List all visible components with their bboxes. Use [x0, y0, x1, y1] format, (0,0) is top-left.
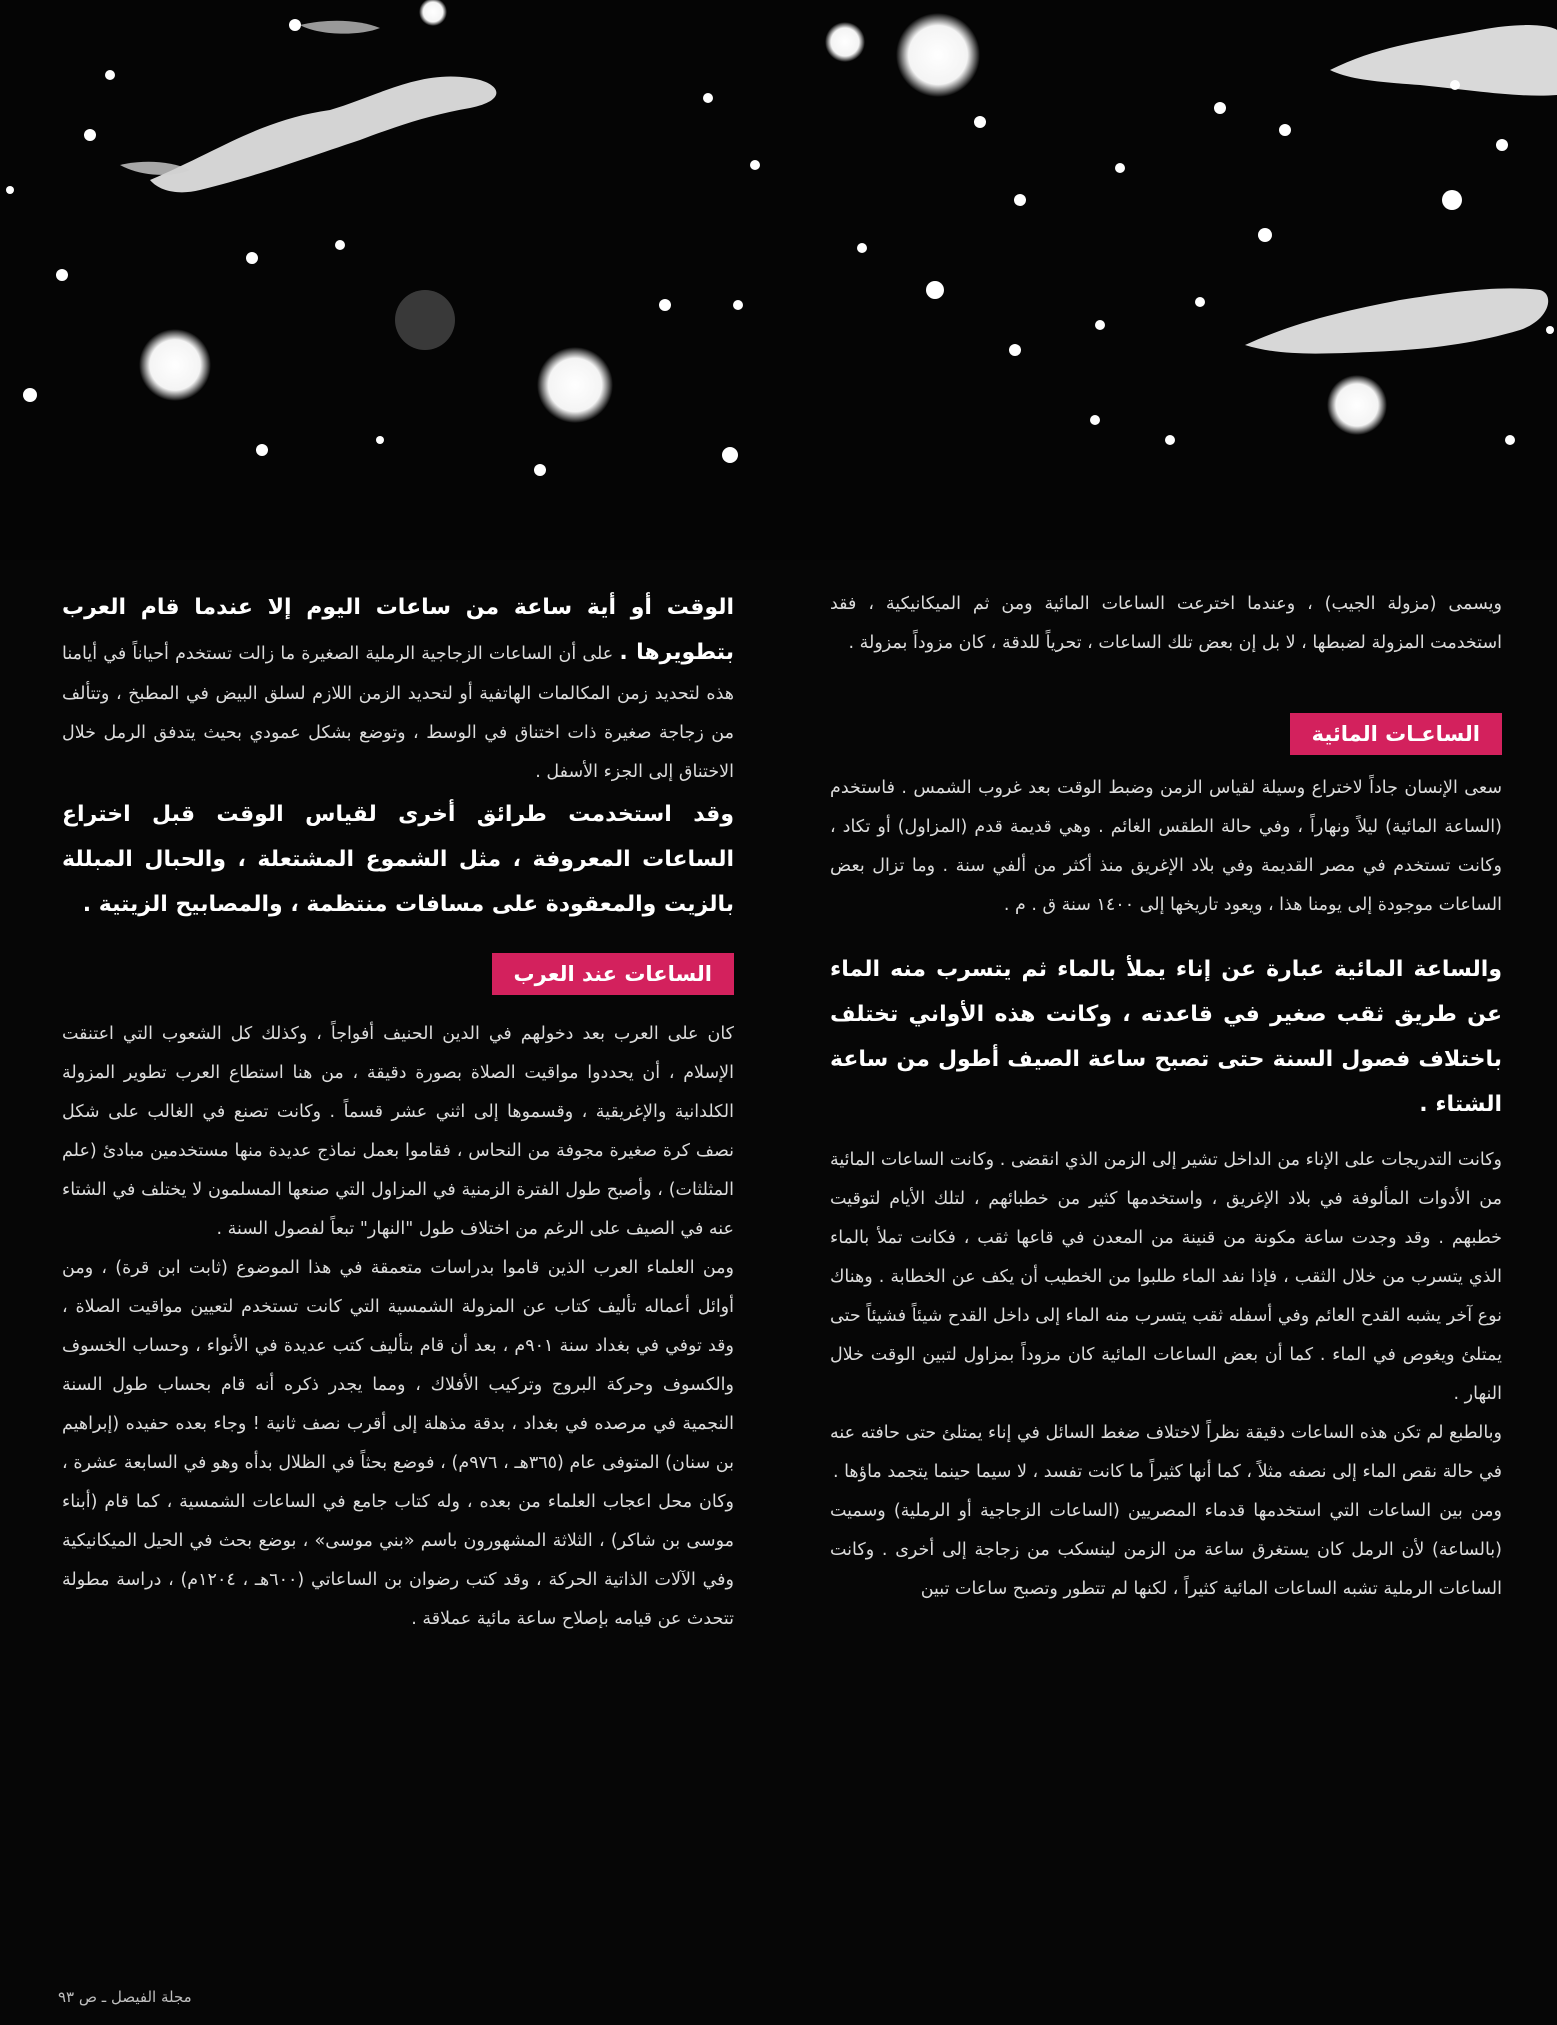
section-heading-arab-clocks: الساعات عند العرب — [492, 953, 734, 995]
right-text-column — [830, 585, 1502, 1609]
paragraph: وبالطبع لم تكن هذه الساعات دقيقة نظراً لاختلاف ضغط السائل في إناء يمتلئ حتى حافته عنه في حالة نقص الماء إلى نصفه مثلاً ، كما أنها كثيراً ما كانت تفسد ، لا سيما حينما يتجمد ماؤها . — [830, 1423, 1502, 1482]
paragraph: ويسمى (مزولة الجيب) ، وعندما اخترعت الساعات المائية ومن ثم الميكانيكية ، فقد استخدمت المزولة لضبطها ، لا بل إن بعض تلك الساعات ، تحرياً للدقة ، كان مزوداً بمزولة . — [830, 594, 1502, 653]
bold-paragraph: والساعة المائية عبارة عن إناء يملأ بالماء ثم يتسرب منه الماء عن طريق ثقب صغير في قاعدته ، وكانت هذه الأواني تختلف باختلاف فصول السنة حتى تصبح ساعة الصيف أطول من ساعة الشتاء . — [830, 957, 1502, 1117]
paragraph: كان على العرب بعد دخولهم في الدين الحنيف أفواجاً ، وكذلك كل الشعوب التي اعتنقت الإسلام ، أن يحددوا مواقيت الصلاة بصورة دقيقة ، من هنا استطاع العرب تطوير المزولة الكلدانية والإغريقية ، وقسموها إلى اثني عشر قسماً . وكانت تصنع في الغالب على شكل نصف كرة صغيرة مجوفة من النحاس ، فقاموا بعمل نماذج عديدة منها مستخدمين مبادئ (علم المثلثات) ، وأصبح طول الفترة الزمنية في المزاول التي صنعها المسلمون لا يختلف في الشتاء عنه في الصيف على الرغم من اختلاف طول "النهار" تبعاً لفصول السنة . — [62, 1024, 734, 1239]
paragraph-text: على أن الساعات الزجاجية الرملية الصغيرة ما زالت تستخدم أحياناً في أيامنا هذه لتحديد زمن المكالمات الهاتفية أو لتحديد الزمن اللازم لسلق البيض في المطبخ ، وتتألف من زجاجة صغيرة ذات اختناق في الوسط ، وتوضع بشكل عمودي بحيث يتدفق الرمل خلال الاختناق إلى الجزء الأسفل . — [62, 644, 734, 782]
paragraph: ومن العلماء العرب الذين قاموا بدراسات متعمقة في هذا الموضوع (ثابت ابن قرة) ، ومن أوائل أعماله تأليف كتاب عن المزولة الشمسية التي كانت تستخدم لتعيين مواقيت الصلاة ، وقد توفي في بغداد سنة ٩٠١م ، بعد أن قام بتأليف كتب عديدة في الأنواء ، وحساب الخسوف والكسوف وحركة البروج وتركيب الأفلاك ، ومما يجدر ذكره أنه قام بحساب طول السنة النجمية في مرصده في بغداد ، بدقة مذهلة إلى أقرب نصف ثانية ! وجاء بعده حفيده (إبراهيم بن سنان) المتوفى عام (٣٦٥هـ ، ٩٧٦م) ، فوضع بحثاً في الظلال بدأه وهو في السابعة عشرة ، وكان محل اعجاب العلماء من بعده ، وله كتاب جامع في الساعات الشمسية ، كما قام (أبناء موسى بن شاكر) ، الثلاثة المشهورون باسم «بني موسى» ، بوضع بحث في الحيل الميكانيكية وفي الآلات الذاتية الحركة ، وقد كتب رضوان بن الساعاتي (٦٠٠هـ ، ١٢٠٤م) ، دراسة مطولة تتحدث عن قيامه بإصلاح ساعة مائية عملاقة . — [62, 1258, 734, 1629]
paragraph: سعى الإنسان جاداً لاختراع وسيلة لقياس الزمن وضبط الوقت بعد غروب الشمس . فاستخدم (الساعة المائية) ليلاً ونهاراً ، وفي حالة الطقس الغائم . وهي قديمة قدم (المزاول) أو تكاد ، وكانت تستخدم في مصر القديمة وفي بلاد الإغريق منذ أكثر من ألفي سنة . وما تزال بعض الساعات موجودة إلى يومنا هذا ، ويعود تاريخها إلى ١٤٠٠ سنة ق . م . — [830, 778, 1502, 915]
left-text-column — [62, 585, 734, 1639]
page-footer: مجلة الفيصل ـ ص ٩٣ — [58, 1988, 192, 2006]
paragraph: ومن بين الساعات التي استخدمها قدماء المصريين (الساعات الزجاجية أو الرملية) وسميت (بالساعة) لأن الرمل كان يستغرق ساعة من الزمن لينسكب من زجاجة إلى أخرى . وكانت الساعات الرملية تشبه الساعات المائية كثيراً ، لكنها لم تتطور وتصبح ساعات تبين — [830, 1501, 1502, 1599]
section-heading-water-clocks: الساعـات المائية — [1290, 713, 1502, 755]
paragraph: وكانت التدريجات على الإناء من الداخل تشير إلى الزمن الذي انقضى . وكانت الساعات المائية من الأدوات المألوفة في بلاد الإغريق ، واستخدمها كثير من خطبائهم ، لتلك الأيام لتوقيت خطبهم . وقد وجدت ساعة مكونة من قنينة من المعدن في قاعها ثقب ، فكانت تملأ بالماء الذي يتسرب من خلال الثقب ، فإذا نفد الماء طلبوا من الخطيب أن يكف عن الخطابة . وهناك نوع آخر يشبه القدح العائم وفي أسفله ثقب يتسرب منه الماء إلى داخل القدح شيئاً فشيئاً حتى يمتلئ ويغوص في الماء . كما أن بعض الساعات المائية كان مزوداً بمزاول لتبين الوقت خلال النهار . — [830, 1150, 1502, 1404]
paragraph — [62, 585, 734, 792]
bold-lead-text: الوقت أو أية ساعة من ساعات اليوم إلا عندما قام العرب بتطويرها . — [62, 595, 734, 665]
section-heading-wrapper — [830, 713, 1502, 755]
night-sky-photo — [0, 0, 1557, 560]
section-heading-wrapper — [62, 953, 734, 995]
bold-paragraph: وقد استخدمت طرائق أخرى لقياس الوقت قبل اختراع الساعات المعروفة ، مثل الشموع المشتعلة ، والحبال المبللة بالزيت والمعقودة على مسافات منتظمة ، والمصابيح الزيتية . — [62, 802, 734, 917]
